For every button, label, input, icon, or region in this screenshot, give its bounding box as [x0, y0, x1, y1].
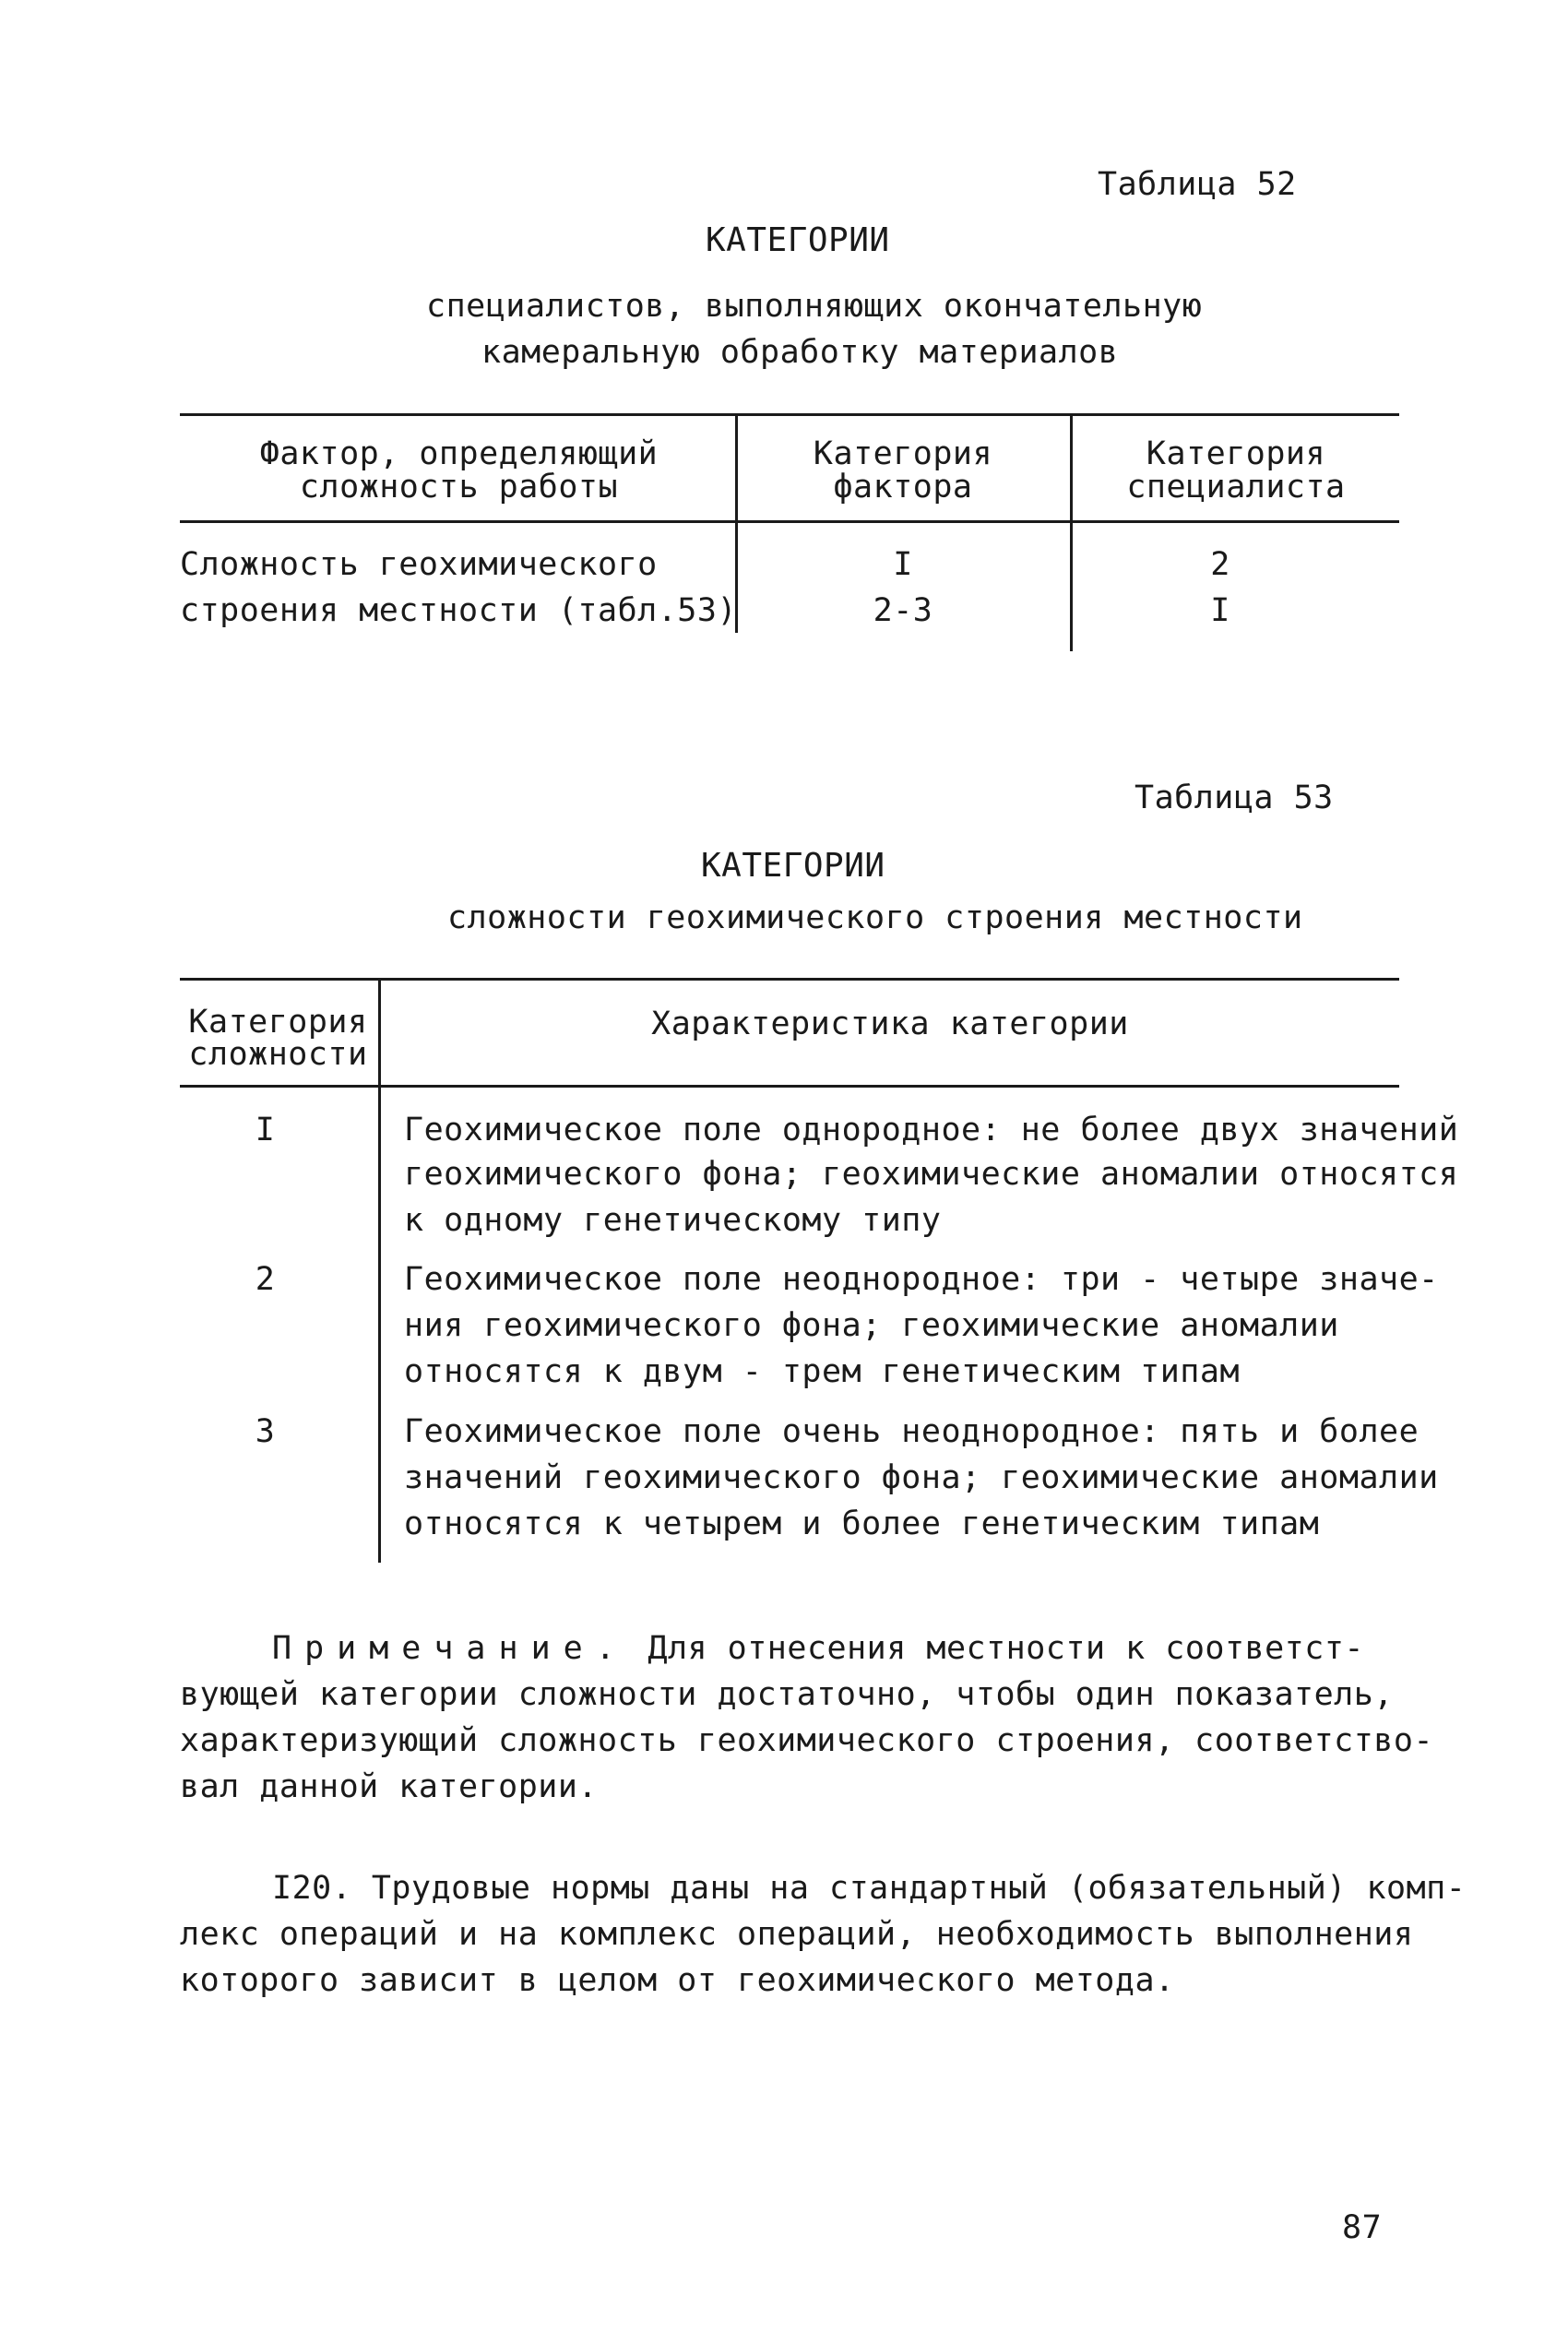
table-52-header-cat-factor-line2: фактора [833, 469, 973, 506]
table-53-header-desc: Характеристика категории [651, 1005, 1129, 1042]
table-52-header-factor-line1: Фактор, определяющий [259, 435, 659, 472]
table-52-title: КАТЕГОРИИ [706, 221, 890, 259]
table-53-row-1-line1: Геохимическое поле однородное: не более двух значений [404, 1112, 1459, 1148]
table-52-row-cat-factor-2: 2-3 [873, 592, 933, 629]
table-52-subtitle-line1: специалистов, выполняющих окончательную [426, 288, 1203, 325]
table-53-label: Таблица 53 [1134, 779, 1334, 816]
table-53-row-3-line3: относятся к четырем и более генетическим типам [404, 1505, 1320, 1542]
table-53-row-3-line2: значений геохимического фона; геохимические аномалии [404, 1459, 1439, 1496]
table-52-row-factor-line2: строения местности (табл.53) [180, 592, 738, 629]
paragraph-120-line1: I20. Трудовые нормы даны на стандартный (обязательный) комп- [272, 1870, 1467, 1907]
table-52-row-cat-factor-1: I [893, 546, 913, 583]
table-53-row-1-line3: к одному генетическому типу [404, 1202, 942, 1239]
table-52-top-rule [180, 413, 1399, 416]
table-53-col-divider [378, 980, 381, 1563]
table-52-row-cat-spec-2: I [1210, 592, 1230, 629]
note-line2: вующей категории сложности достаточно, чтобы один показатель, [180, 1676, 1394, 1713]
table-53-row-2-line3: относятся к двум - трем генетическим типам [404, 1353, 1241, 1390]
table-53-row-2-line2: ния геохимического фона; геохимические аномалии [404, 1307, 1339, 1344]
note-line1-text: Для отнесения местности к соответст- [647, 1630, 1364, 1667]
table-52-header-rule [180, 520, 1399, 523]
table-53-header-rule [180, 1085, 1399, 1088]
table-52-row-factor-line1: Сложность геохимического [180, 546, 658, 583]
note-line3: характеризующий сложность геохимического строения, соответство- [180, 1722, 1434, 1759]
paragraph-120-line2: лекс операций и на комплекс операций, необходимость выполнения [180, 1916, 1414, 1953]
page-number: 87 [1342, 2209, 1383, 2246]
note-line4: вал данной категории. [180, 1768, 599, 1805]
table-52-header-cat-factor-line1: Категория [813, 435, 993, 472]
table-53-subtitle: сложности геохимического строения местности [447, 899, 1303, 936]
table-52-row-cat-spec-1: 2 [1210, 546, 1230, 583]
table-53-row-1-category: I [255, 1112, 276, 1148]
table-53-row-1-line2: геохимического фона; геохимические аномалии относятся [404, 1156, 1459, 1193]
table-53-row-3-line1: Геохимическое поле очень неоднородное: пять и более [404, 1413, 1420, 1450]
table-52-subtitle-line2: камеральную обработку материалов [481, 334, 1119, 371]
table-52-header-cat-spec-line1: Категория [1146, 435, 1326, 472]
table-53-row-2-category: 2 [255, 1261, 276, 1298]
table-53-top-rule [180, 978, 1399, 981]
table-53-header-cat-line2: сложности [188, 1036, 368, 1073]
note-line1 [272, 1630, 1364, 1667]
note-label: Примечание. [272, 1630, 628, 1667]
table-53-title: КАТЕГОРИИ [701, 847, 885, 885]
table-52-header-cat-spec-line2: специалиста [1126, 469, 1346, 506]
table-52-label: Таблица 52 [1098, 166, 1297, 203]
paragraph-120-line3: которого зависит в целом от геохимического метода. [180, 1962, 1175, 1999]
table-52-header-factor-line2: сложность работы [299, 469, 619, 506]
table-53-header-cat-line1: Категория [188, 1004, 368, 1041]
table-53-row-3-category: 3 [255, 1413, 276, 1450]
table-53-row-2-line1: Геохимическое поле неоднородное: три - четыре значе- [404, 1261, 1439, 1298]
